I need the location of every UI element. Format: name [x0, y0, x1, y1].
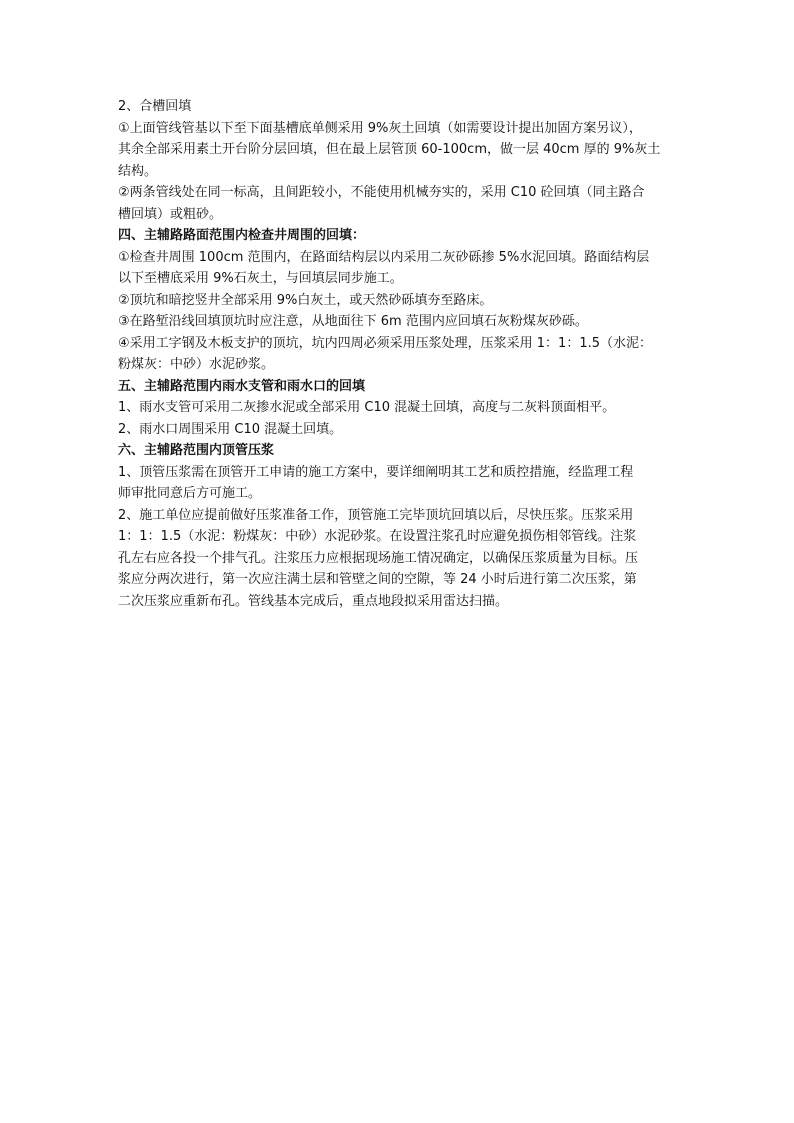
section-heading-5: 五、主辅路范围内雨水支管和雨水口的回填 [118, 378, 366, 394]
paragraph-line: 槽回填）或粗砂。 [118, 206, 223, 222]
section-heading-4: 四、主辅路路面范围内检查井周围的回填： [118, 228, 366, 243]
section-heading-6: 六、主辅路范围内顶管压浆 [118, 443, 275, 458]
paragraph-line: 其余全部采用素土开台阶分层回填，但在最上层管顶 60-100cm，做一层 40cm 厚的 9%灰土 [118, 142, 661, 157]
paragraph-line: 1：1：1.5（水泥：粉煤灰：中砂）水泥砂浆。在设置注浆孔时应避免损伤相邻管线。注浆 [118, 529, 637, 544]
paragraph-line: ①检查井周围 100cm 范围内，在路面结构层以内采用二灰砂砾掺 5%水泥回填。路面结构层 [118, 249, 650, 265]
paragraph-line: 结构。 [118, 163, 158, 179]
paragraph-line: 2、施工单位应提前做好压浆准备工作，顶管施工完毕顶坑回填以后，尽快压浆。压浆采用 [118, 507, 634, 523]
paragraph-line: 粉煤灰：中砂）水泥砂浆。 [118, 357, 275, 372]
paragraph-line: ①上面管线管基以下至下面基槽底单侧采用 9%灰土回填（如需要设计提出加固方案另议）， [118, 120, 642, 136]
paragraph-line: ③在路堑沿线回填顶坑时应注意，从地面往下 6m 范围内应回填石灰粉煤灰砂砾。 [118, 314, 588, 329]
paragraph-line: 2、雨水口周围采用 C10 混凝土回填。 [118, 421, 343, 437]
paragraph-line: ②顶坑和暗挖竖井全部采用 9%白灰土，或天然砂砾填夯至路床。 [118, 292, 493, 308]
paragraph-line: 浆应分两次进行，第一次应注满土层和管壁之间的空隙，等 24 小时后进行第二次压浆，第 [118, 572, 637, 587]
paragraph-line: 1、顶管压浆需在顶管开工申请的施工方案中，要详细阐明其工艺和质控措施，经监理工程 [118, 464, 634, 480]
paragraph-line: 以下至槽底采用 9%石灰土，与回填层同步施工。 [118, 271, 403, 286]
paragraph-line: 二次压浆应重新布孔。管线基本完成后，重点地段拟采用雷达扫描。 [118, 593, 509, 609]
paragraph-line: 师审批同意后方可施工。 [118, 486, 262, 501]
paragraph-line: 孔左右应各投一个排气孔。注浆压力应根据现场施工情况确定，以确保压浆质量为目标。压 [118, 550, 639, 566]
document-page [118, 96, 680, 612]
paragraph-line: ②两条管线处在同一标高，且间距较小，不能使用机械夯实的，采用 C10 砼回填（同主路合 [118, 185, 645, 200]
paragraph-line: ④采用工字钢及木板支护的顶坑，坑内四周必须采用压浆处理，压浆采用 1：1：1.5（水泥： [118, 335, 653, 351]
paragraph-line: 1、雨水支管可采用二灰掺水泥或全部采用 C10 混凝土回填，高度与二灰料顶面相平。 [118, 400, 616, 415]
subsection-title: 2、合槽回填 [118, 99, 192, 114]
